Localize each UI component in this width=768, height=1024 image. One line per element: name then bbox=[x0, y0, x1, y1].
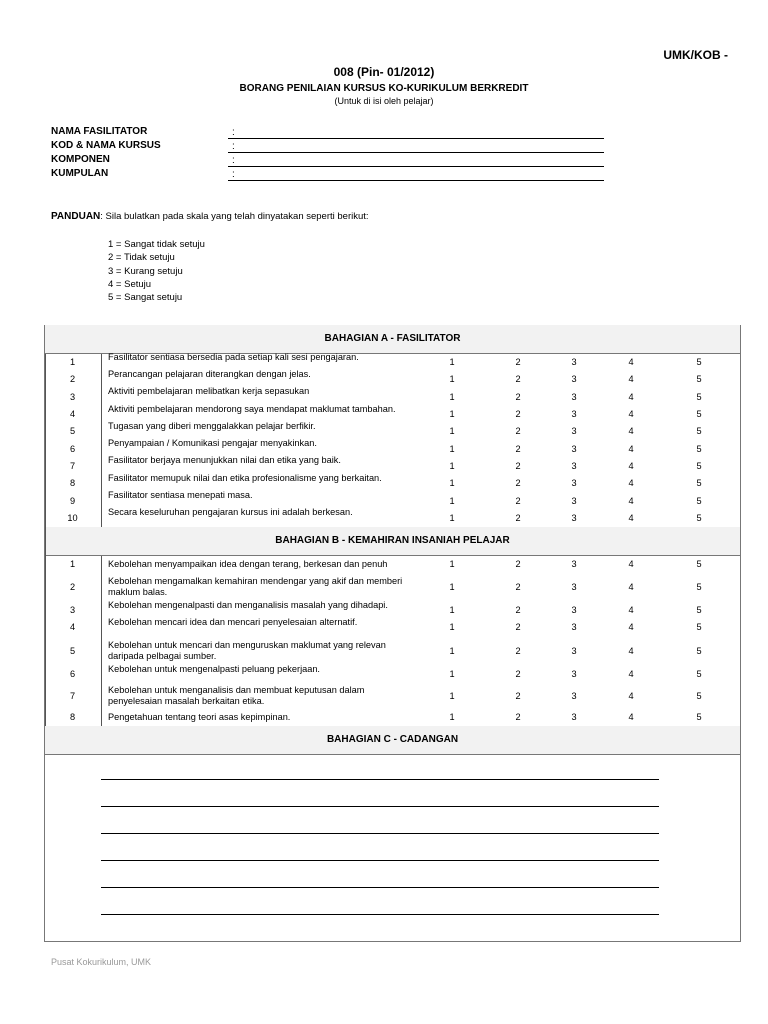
scale-option-4[interactable]: 4 bbox=[628, 478, 634, 489]
scale-option-4[interactable]: 4 bbox=[628, 409, 634, 420]
scale-option-1[interactable]: 1 bbox=[449, 645, 455, 656]
scale-option-1[interactable]: 1 bbox=[449, 391, 455, 402]
row-statement: Penyampaian / Komunikasi pengajar menyakinkan. bbox=[108, 438, 317, 449]
scale-option-3[interactable]: 3 bbox=[571, 426, 577, 437]
scale-option-3[interactable]: 3 bbox=[571, 690, 577, 701]
table-divider bbox=[101, 556, 102, 726]
scale-option-2[interactable]: 2 bbox=[515, 512, 521, 523]
row-number: 10 bbox=[67, 512, 78, 523]
scale-option-3[interactable]: 3 bbox=[571, 605, 577, 615]
field-label-component: KOMPONEN bbox=[51, 154, 110, 165]
table-row bbox=[45, 572, 740, 602]
scale-option-3[interactable]: 3 bbox=[571, 478, 577, 489]
row-number: 5 bbox=[69, 645, 76, 656]
table-row bbox=[45, 709, 740, 725]
scale-option-3[interactable]: 3 bbox=[571, 645, 577, 656]
row-statement: Fasilitator memupuk nilai dan etika profesionalisme yang berkaitan. bbox=[108, 472, 382, 483]
row-statement: Tugasan yang diberi menggalakkan pelajar berfikir. bbox=[108, 420, 316, 431]
suggestion-line[interactable] bbox=[101, 887, 659, 888]
table-row bbox=[45, 636, 740, 666]
field-label-facilitator: NAMA FASILITATOR bbox=[51, 126, 148, 137]
scale-option-1[interactable]: 1 bbox=[449, 357, 455, 368]
scale-option-4[interactable]: 4 bbox=[628, 669, 634, 679]
scale-option-5[interactable]: 5 bbox=[696, 391, 702, 402]
scale-option-1[interactable]: 1 bbox=[449, 711, 455, 722]
scale-option-3[interactable]: 3 bbox=[571, 409, 577, 420]
row-number: 4 bbox=[69, 409, 76, 420]
scale-option-2[interactable]: 2 bbox=[515, 409, 521, 420]
scale-option-4[interactable]: 4 bbox=[628, 690, 634, 701]
scale-legend-item: 5 = Sangat setuju bbox=[108, 292, 183, 304]
form-number: 008 (Pin- 01/2012) bbox=[333, 65, 435, 79]
field-label-group: KUMPULAN bbox=[51, 168, 109, 179]
scale-option-5[interactable]: 5 bbox=[696, 478, 702, 489]
scale-option-5[interactable]: 5 bbox=[696, 460, 702, 471]
row-statement: Kebolehan untuk menganalisis dan membuat keputusan dalam penyelesaian masalah berkaitan etika. bbox=[108, 685, 365, 706]
guide-text bbox=[51, 211, 369, 222]
row-number: 3 bbox=[69, 605, 76, 615]
scale-option-5[interactable]: 5 bbox=[696, 357, 702, 368]
scale-legend-item: 4 = Setuju bbox=[108, 278, 152, 290]
scale-option-1[interactable]: 1 bbox=[449, 443, 455, 454]
scale-option-5[interactable]: 5 bbox=[696, 669, 702, 679]
scale-option-4[interactable]: 4 bbox=[628, 711, 634, 722]
row-statement: Kebolehan menyampaikan idea dengan terang, berkesan dan penuh bbox=[108, 558, 388, 569]
scale-option-5[interactable]: 5 bbox=[696, 495, 702, 506]
form-code: UMK/KOB - bbox=[663, 48, 728, 62]
scale-option-3[interactable]: 3 bbox=[571, 357, 577, 368]
scale-option-1[interactable]: 1 bbox=[449, 558, 455, 569]
scale-option-2[interactable]: 2 bbox=[515, 581, 521, 592]
row-statement: Fasilitator berjaya menunjukkan nilai dan etika yang baik. bbox=[108, 455, 341, 466]
guide-instruction: : Sila bulatkan pada skala yang telah dinyatakan seperti berikut: bbox=[100, 211, 369, 222]
scale-option-3[interactable]: 3 bbox=[571, 495, 577, 506]
table-divider bbox=[45, 354, 46, 726]
scale-legend-item: 1 = Sangat tidak setuju bbox=[108, 239, 205, 250]
row-statement: Kebolehan mengenalpasti dan menganalisis masalah yang dihadapi. bbox=[108, 599, 388, 610]
scale-option-2[interactable]: 2 bbox=[515, 391, 521, 402]
scale-option-5[interactable]: 5 bbox=[696, 690, 702, 701]
table-row bbox=[45, 507, 740, 527]
section-c-header: BAHAGIAN C - CADANGAN bbox=[45, 726, 740, 754]
scale-option-4[interactable]: 4 bbox=[628, 391, 634, 402]
suggestion-line[interactable] bbox=[101, 806, 659, 807]
row-statement: Perancangan pelajaran diterangkan dengan jelas. bbox=[108, 368, 311, 379]
scale-option-5[interactable]: 5 bbox=[696, 426, 702, 437]
scale-option-1[interactable]: 1 bbox=[449, 374, 455, 385]
suggestion-line[interactable] bbox=[101, 860, 659, 861]
scale-option-4[interactable]: 4 bbox=[628, 357, 634, 368]
row-number: 5 bbox=[69, 426, 76, 437]
field-colon: : bbox=[232, 141, 235, 152]
scale-option-3[interactable]: 3 bbox=[571, 443, 577, 454]
scale-option-1[interactable]: 1 bbox=[449, 478, 455, 489]
row-number: 7 bbox=[69, 460, 76, 471]
row-number: 9 bbox=[69, 495, 76, 506]
table-divider bbox=[101, 354, 102, 527]
scale-option-5[interactable]: 5 bbox=[696, 645, 702, 656]
scale-option-1[interactable]: 1 bbox=[449, 426, 455, 437]
row-statement: Kebolehan untuk mencari dan menguruskan maklumat yang relevan daripada pelbagai sumber. bbox=[108, 640, 386, 661]
scale-option-2[interactable]: 2 bbox=[515, 645, 521, 656]
scale-option-3[interactable]: 3 bbox=[571, 669, 577, 679]
scale-option-4[interactable]: 4 bbox=[628, 605, 634, 615]
scale-legend-item: 2 = Tidak setuju bbox=[108, 252, 175, 264]
scale-option-1[interactable]: 1 bbox=[449, 605, 455, 615]
row-statement: Pengetahuan tentang teori asas kepimpinan. bbox=[108, 711, 291, 722]
scale-option-1[interactable]: 1 bbox=[449, 512, 455, 523]
scale-option-4[interactable]: 4 bbox=[628, 645, 634, 656]
row-number: 1 bbox=[69, 357, 76, 368]
scale-option-3[interactable]: 3 bbox=[571, 622, 577, 632]
group-field[interactable] bbox=[228, 180, 604, 181]
scale-option-5[interactable]: 5 bbox=[696, 581, 702, 592]
row-statement: Aktiviti pembelajaran melibatkan kerja sepasukan bbox=[108, 386, 310, 397]
field-colon: : bbox=[232, 127, 235, 138]
table-row bbox=[45, 683, 740, 709]
scale-option-3[interactable]: 3 bbox=[571, 558, 577, 569]
scale-legend-item: 3 = Kurang setuju bbox=[108, 265, 183, 277]
scale-option-3[interactable]: 3 bbox=[571, 512, 577, 523]
scale-option-1[interactable]: 1 bbox=[449, 495, 455, 506]
row-statement: Kebolehan untuk mengenalpasti peluang pekerjaan. bbox=[108, 663, 320, 674]
scale-option-2[interactable]: 2 bbox=[515, 443, 521, 454]
scale-option-3[interactable]: 3 bbox=[571, 581, 577, 592]
scale-option-4[interactable]: 4 bbox=[628, 622, 634, 632]
row-statement: Secara keseluruhan pengajaran kursus ini adalah berkesan. bbox=[108, 507, 353, 518]
scale-option-1[interactable]: 1 bbox=[449, 690, 455, 701]
row-number: 2 bbox=[69, 374, 76, 385]
scale-option-2[interactable]: 2 bbox=[515, 426, 521, 437]
field-label-course: KOD & NAMA KURSUS bbox=[51, 140, 161, 151]
page-subtitle: (Untuk di isi oleh pelajar) bbox=[334, 96, 434, 106]
scale-option-2[interactable]: 2 bbox=[515, 690, 521, 701]
row-statement: Aktiviti pembelajaran mendorong saya mendapat maklumat tambahan. bbox=[108, 403, 396, 414]
scale-option-4[interactable]: 4 bbox=[628, 460, 634, 471]
row-statement: Fasilitator sentiasa menepati masa. bbox=[108, 490, 253, 501]
scale-option-2[interactable]: 2 bbox=[515, 374, 521, 385]
table-row bbox=[45, 663, 740, 683]
course-code-name-field[interactable] bbox=[228, 152, 604, 153]
scale-option-3[interactable]: 3 bbox=[571, 391, 577, 402]
scale-option-2[interactable]: 2 bbox=[515, 460, 521, 471]
row-number: 8 bbox=[69, 478, 76, 489]
row-number: 3 bbox=[69, 391, 76, 402]
table-divider bbox=[45, 754, 740, 755]
row-number: 1 bbox=[69, 558, 76, 569]
scale-option-2[interactable]: 2 bbox=[515, 558, 521, 569]
guide-label: PANDUAN bbox=[51, 211, 101, 222]
scale-option-5[interactable]: 5 bbox=[696, 374, 702, 385]
scale-option-2[interactable]: 2 bbox=[515, 711, 521, 722]
facilitator-name-field[interactable] bbox=[228, 138, 604, 139]
row-number: 2 bbox=[69, 581, 76, 592]
field-colon: : bbox=[232, 155, 235, 166]
scale-option-3[interactable]: 3 bbox=[571, 711, 577, 722]
table-row bbox=[45, 556, 740, 572]
suggestion-line[interactable] bbox=[101, 779, 659, 780]
scale-option-5[interactable]: 5 bbox=[696, 605, 702, 615]
row-number: 4 bbox=[69, 622, 76, 632]
scale-option-4[interactable]: 4 bbox=[628, 512, 634, 523]
scale-option-5[interactable]: 5 bbox=[696, 443, 702, 454]
scale-option-4[interactable]: 4 bbox=[628, 443, 634, 454]
suggestion-line[interactable] bbox=[101, 833, 659, 834]
scale-option-4[interactable]: 4 bbox=[628, 581, 634, 592]
row-statement: Kebolehan mencari idea dan mencari penyelesaian alternatif. bbox=[108, 616, 358, 627]
scale-option-2[interactable]: 2 bbox=[515, 622, 521, 632]
row-number: 6 bbox=[69, 443, 76, 454]
scale-option-5[interactable]: 5 bbox=[696, 512, 702, 523]
scale-option-4[interactable]: 4 bbox=[628, 558, 634, 569]
scale-option-5[interactable]: 5 bbox=[696, 558, 702, 569]
section-b-header: BAHAGIAN B - KEMAHIRAN INSANIAH PELAJAR bbox=[45, 527, 740, 555]
scale-option-3[interactable]: 3 bbox=[571, 374, 577, 385]
component-field[interactable] bbox=[228, 166, 604, 167]
scale-option-5[interactable]: 5 bbox=[696, 622, 702, 632]
scale-option-2[interactable]: 2 bbox=[515, 495, 521, 506]
footer-text: Pusat Kokurikulum, UMK bbox=[51, 957, 152, 967]
field-colon: : bbox=[232, 169, 235, 180]
row-number: 8 bbox=[69, 711, 76, 722]
section-a-header: BAHAGIAN A - FASILITATOR bbox=[45, 325, 740, 353]
row-statement: Fasilitator sentiasa bersedia pada setiap kali sesi pengajaran. bbox=[108, 351, 359, 362]
scale-option-1[interactable]: 1 bbox=[449, 669, 455, 679]
scale-option-5[interactable]: 5 bbox=[696, 711, 702, 722]
row-statement: Kebolehan mengamalkan kemahiran mendengar yang akif dan memberi maklum balas. bbox=[108, 576, 403, 597]
scale-option-2[interactable]: 2 bbox=[515, 357, 521, 368]
scale-option-5[interactable]: 5 bbox=[696, 409, 702, 420]
scale-option-4[interactable]: 4 bbox=[628, 426, 634, 437]
page-title: BORANG PENILAIAN KURSUS KO-KURIKULUM BERKREDIT bbox=[239, 83, 529, 94]
scale-option-2[interactable]: 2 bbox=[515, 478, 521, 489]
row-number: 7 bbox=[69, 690, 76, 701]
table-row bbox=[45, 616, 740, 636]
scale-option-4[interactable]: 4 bbox=[628, 495, 634, 506]
scale-option-2[interactable]: 2 bbox=[515, 669, 521, 679]
scale-option-1[interactable]: 1 bbox=[449, 409, 455, 420]
scale-option-1[interactable]: 1 bbox=[449, 460, 455, 471]
scale-option-1[interactable]: 1 bbox=[449, 581, 455, 592]
scale-option-2[interactable]: 2 bbox=[515, 605, 521, 615]
scale-legend bbox=[108, 238, 205, 304]
scale-option-1[interactable]: 1 bbox=[449, 622, 455, 632]
suggestion-line[interactable] bbox=[101, 914, 659, 915]
scale-option-4[interactable]: 4 bbox=[628, 374, 634, 385]
scale-option-3[interactable]: 3 bbox=[571, 460, 577, 471]
row-number: 6 bbox=[69, 669, 76, 679]
